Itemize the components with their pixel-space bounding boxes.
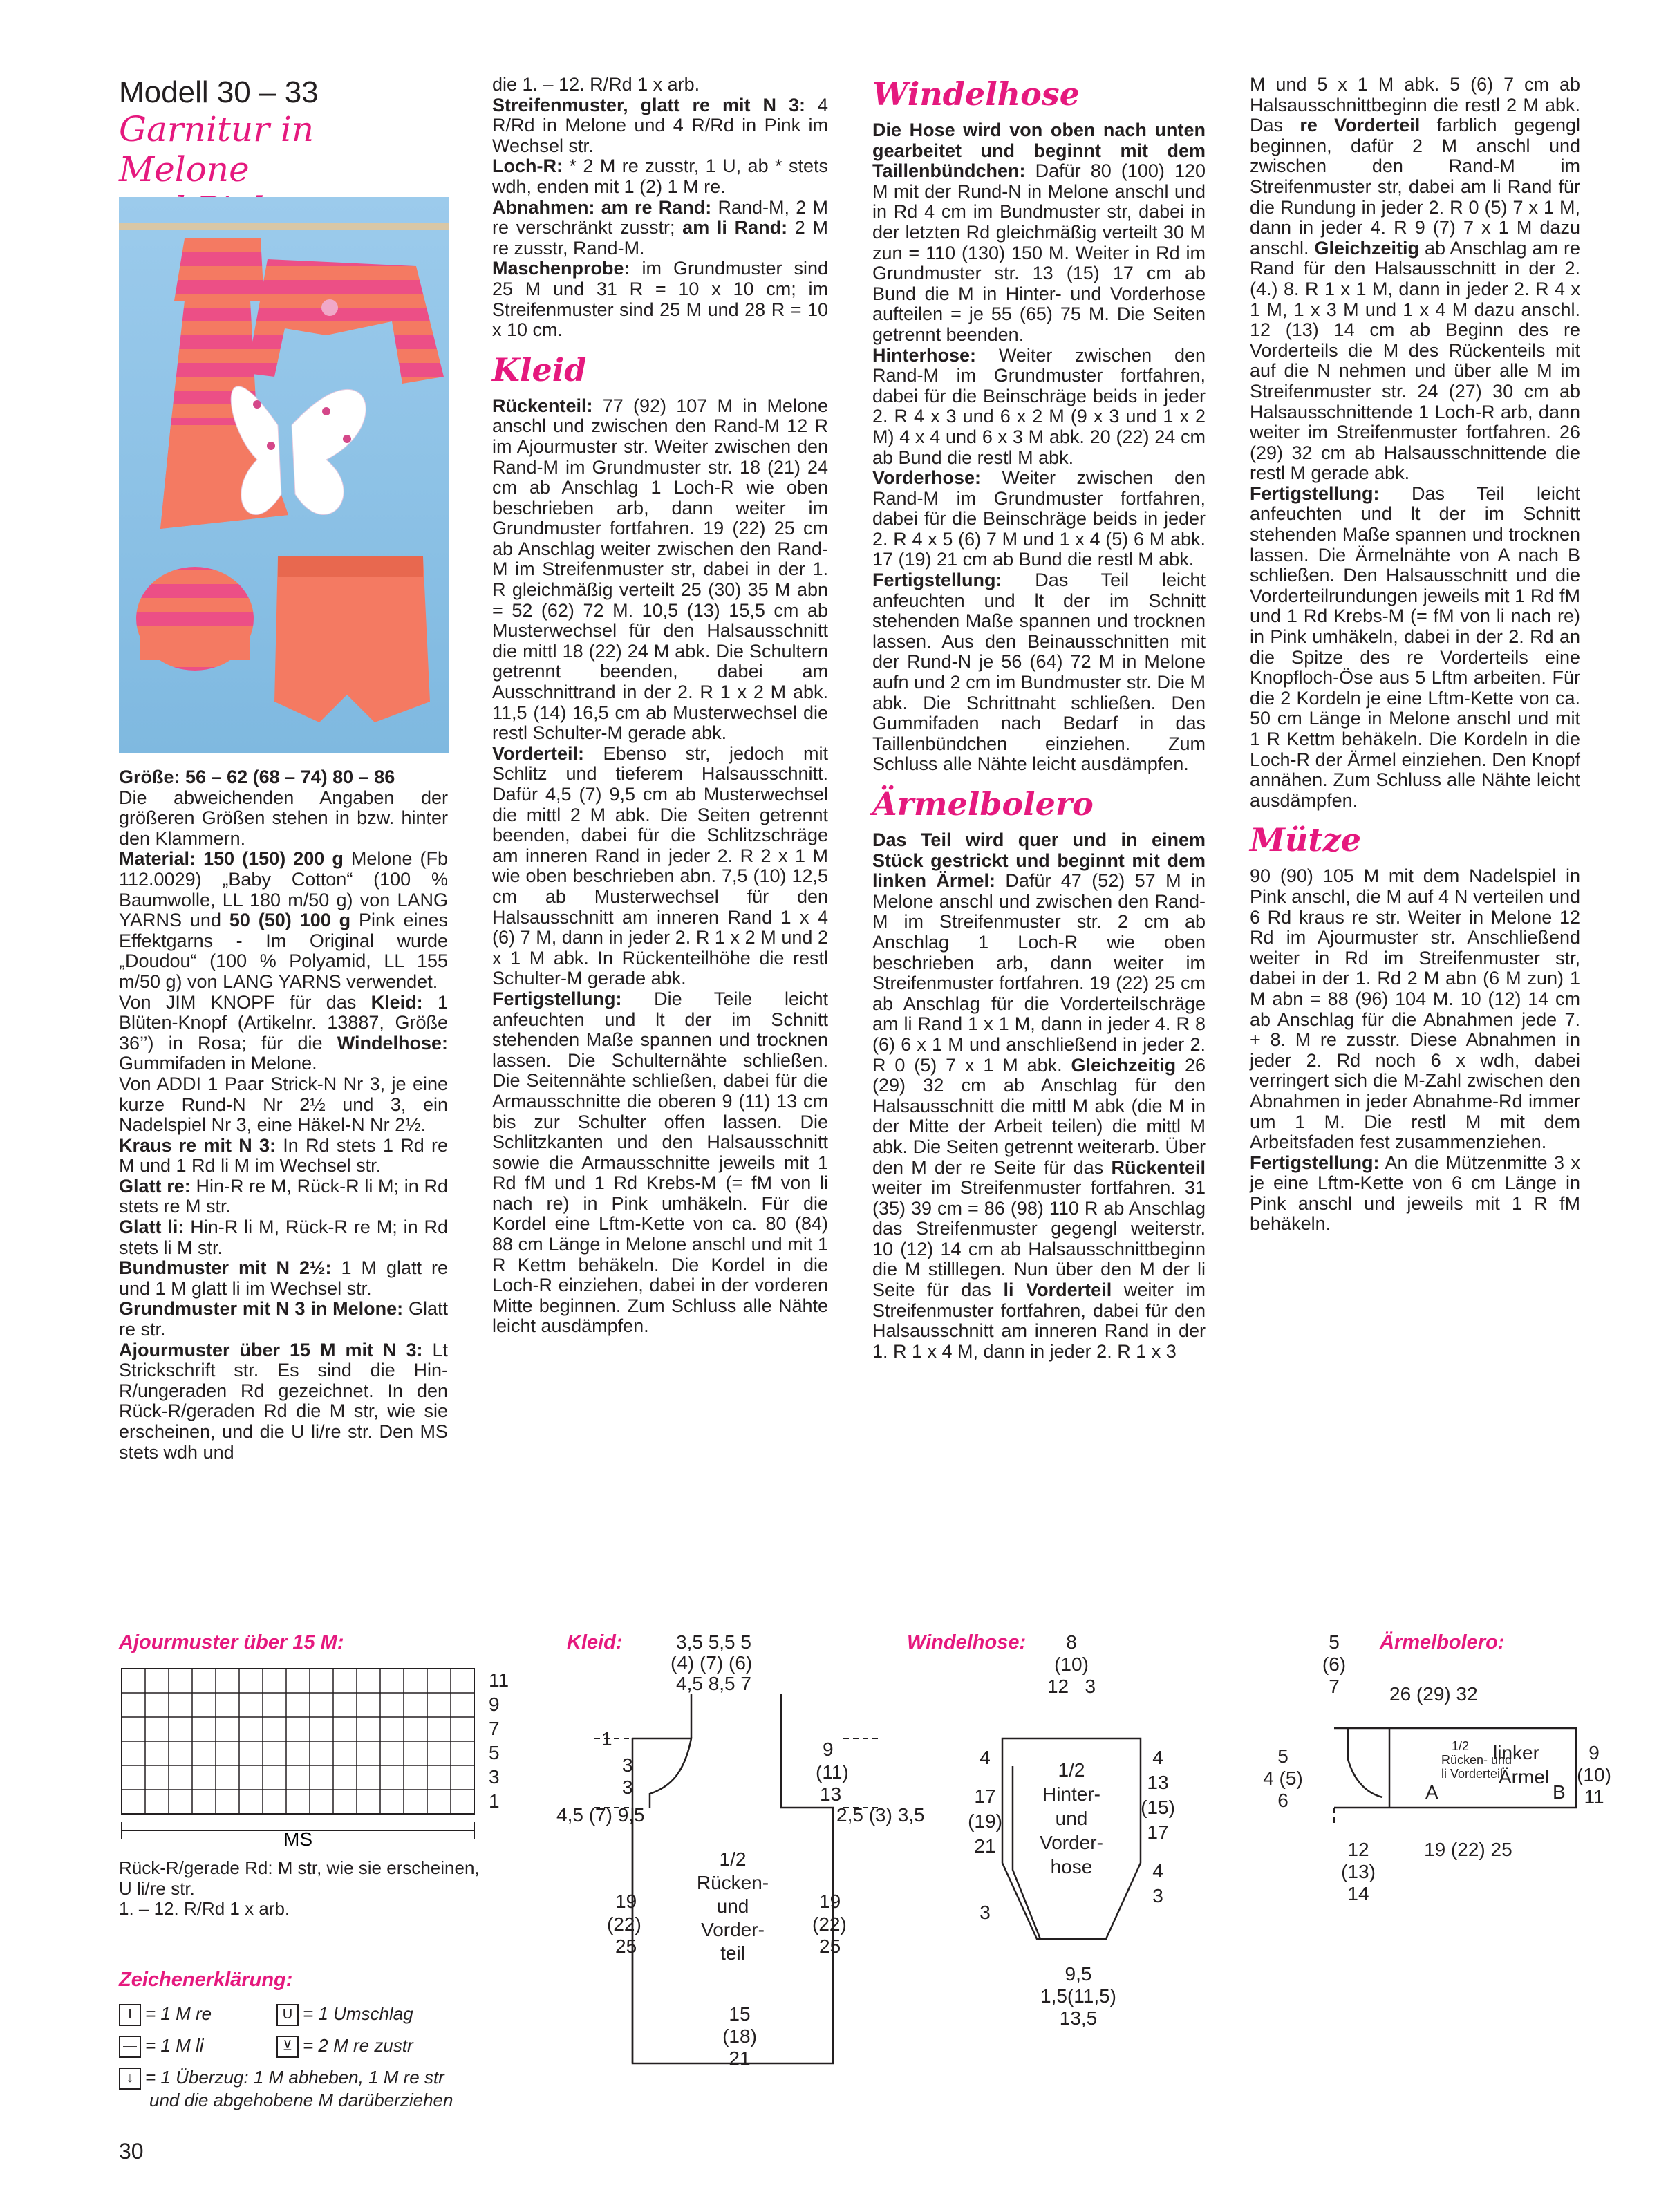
garment-photo (119, 197, 449, 753)
dim-text: 9 (823, 1738, 834, 1760)
windelhose-intro: Die Hose wird von oben nach unten gearbeitet und beginnt mit dem Taillenbündchen: Dafür 80 (100) 120 M mit der Rund-N in Melone anschl und in Rd 4 cm im Bundmuster str, dabei in der letzten Rd gleichmäßig verteilt 30 M zun = 110 (130) 150 M. Weiter in Rd im Grundmuster str. 13 (15) 17 cm ab Bund die M in Hinter- und Vorderhose aufteilen = je 55 (65) 75 M. Die Seiten getrennt beenden. (872, 120, 1206, 345)
piece-label: Rücken- (696, 1872, 769, 1893)
bolero-bottom-left-dims: 12 (13) 14 (1341, 1839, 1376, 1904)
kleid-fertig: Fertigstellung: Die Teile leicht anfeuchten und lt der im Schnitt stehenden Maße spannen und trocknen lassen. Die Schulternähte schließen. Die Seitennähte schließen, dabei für die Armausschnitte die oberen 9 (11) 13 cm bis zur Schulter offen lassen. Die Schlitzkanten und den Halsausschnitt sowie die Armausschnitte jeweils mit 1 Rd fM und 1 Rd Krebs-M (= fM von li nach re) in Pink umhäkeln. Für die Kordel eine Lftm-Kette von ca. 80 (84) 88 cm Länge in Melone anschl und mit 1 R Kettm behäkeln. Die Kordel in die Loch-R einziehen, dabei in der vorderen Mitte beginnen. Zum Schluss alle Nähte leicht ausdämpfen. (492, 988, 828, 1337)
chart-notes (119, 1858, 506, 1920)
point-label: B (1553, 1781, 1566, 1803)
dim-text: 4,5 8,5 7 (676, 1673, 751, 1694)
bundmuster-para: Bundmuster mit N 2½: 1 M glatt re und 1 M glatt li im Wechsel str. (119, 1257, 448, 1299)
kleid-vorder: Vorderteil: Ebenso str, jedoch mit Schlitz und tieferem Halsausschnitt. Dafür 4,5 (7) 9,5 cm ab Musterwechsel die mittl 2 M abk. Die Seiten getrennt beenden, dabei für die Schlitzschräge am inneren Rand in jeder 2. R 2 x 1 M wie oben beschrieben abn. 7,5 (10) 12,5 cm ab Musterwechsel für den Halsausschnitt am inneren Rand 1 x 4 (6) 7 M, dann in jeder 2. R 1 x 2 M und 2 x 1 M abk. In Rückenteilhöhe die restl Schulter-M gerade abk. (492, 742, 828, 989)
piece-label: 1/2 (719, 1848, 747, 1870)
dim-text: 3,5 5,5 5 (676, 1631, 751, 1653)
model-number: Modell 30 – 33 (119, 75, 319, 109)
bolero-left-dims: 5 4 (5) 6 (1263, 1745, 1303, 1811)
row-number: 11 (489, 1669, 509, 1691)
piece-label: Hinter- (1042, 1783, 1101, 1805)
point-label: A (1425, 1781, 1438, 1803)
dim-text: (4) (7) (6) (671, 1652, 753, 1674)
hose-bottom-dims: 9,5 1,5(11,5) 13,5 (1040, 1963, 1116, 2029)
piece-label: und (716, 1895, 749, 1917)
legend-re: I = 1 M re (119, 2003, 212, 2026)
piece-label: 1/2 (1452, 1739, 1470, 1753)
dim-text: (22) (812, 1913, 847, 1935)
ms-label: MS (283, 1828, 312, 1850)
piece-label: Rücken- und (1441, 1753, 1512, 1767)
kleid-diagram-label: Kleid: (567, 1631, 623, 1653)
needles-para: Von ADDI 1 Paar Strick-N Nr 3, je eine kurze Rund-N Nr 2½ und 3, ein Nadelspiel Nr 3, eine Häkel-N Nr 2½. (119, 1073, 448, 1136)
material-para: Material: 150 (150) 200 g Melone (Fb 112.0029) „Baby Cotton“ (100 % Baumwolle, LL 180 m/50 g) von LANG YARNS und 50 (50) 100 g Pink eines Effektgarns - Im Original wurde „Doudou“ (100 % Polyamid, LL 155 m/50 g) von LANG YARNS verwendet. (119, 848, 448, 992)
glatt-li-para: Glatt li: Hin-R li M, Rück-R re M; in Rd stets li M str. (119, 1217, 448, 1258)
bolero-continued: M und 5 x 1 M abk. 5 (6) 7 cm ab Halsausschnittbeginn die restl 2 M abk. Das re Vorderteil farblich gegengl beginnen, dafür 2 M anschl und zwischen den Rand-M im Streifenmuster str, dabei am li Rand für die Rundung in jeder 2. R 0 (5) 7 x 1 M, dann in jeder 4. R 9 (7) 7 x 1 M dazu anschl. Gleichzeitig ab Anschlag am re Rand für den Halsausschnitt in der 2. (4.) 8. R 1 x 1 M, dann in jeder 2. R 4 x 1 M, 1 x 3 M und 1 x 4 M dazu anschl. 12 (13) 14 cm ab Beginn des re Vorderteils die M des Rückenteils mit auf die N nehmen und über alle M im Streifenmuster str. 24 (27) 30 cm ab Halsausschnittende 1 Loch-R arb, dann weiter im Streifenmuster fortfahren. 26 (29) 32 cm ab Halsausschnittende die restl M gerade abk. (1250, 74, 1580, 484)
row-number: 3 (489, 1766, 500, 1788)
hat (136, 567, 254, 671)
bolero-bottom-dims: 19 (22) 25 (1424, 1839, 1512, 1860)
rows-note: die 1. – 12. R/Rd 1 x arb. (492, 74, 700, 95)
dim-text: 25 (615, 1936, 637, 1957)
column-2 (492, 75, 828, 1337)
windelhose-fertig: Fertigstellung: Das Teil leicht anfeuchten und lt der im Schnitt stehenden Maße spannen und trocknen lassen. Aus den Beinausschnitten mit der Rund-N je 56 (64) 72 M in Melone aufn und 2 cm im Bundmuster str. Die M abk. Die Schrittnaht schließen. Den Gummifaden nach Bedarf in das Taillenbündchen einziehen. Zum Schluss alle Nähte leicht ausdämpfen. (872, 570, 1206, 775)
piece-label: teil (720, 1942, 745, 1964)
streifen-para: Streifenmuster, glatt re mit N 3: 4 R/Rd in Melone und 4 R/Rd in Pink im Wechsel str. (492, 94, 828, 156)
dim-text: 3 (622, 1777, 633, 1798)
hose-right-dims: 4 13 (15) 17 4 3 (1141, 1747, 1175, 1906)
legend-title: Zeichenerklärung: (119, 1969, 293, 1991)
row-number: 1 (489, 1790, 500, 1812)
size-line: Größe: 56 – 62 (68 – 74) 80 – 86 (119, 767, 395, 787)
bolero-fertig: Fertigstellung: Das Teil leicht anfeuchten und lt der im Schnitt stehenden Maße spannen und trocknen lassen. Die Ärmelnähte von A nach B schließen. Den Halsausschnitt und die Vorderteilrundungen jeweils mit 1 Rd fM und 1 Rd Krebs-M (= fM von li nach re) in Pink umhäkeln, dabei in der 2. Rd an die Spitze des re Vorderteils eine Knopfloch-Öse aus 5 Lftm arbeiten. Für die 2 Kordeln je eine Lftm-Kette von ca. 50 cm Länge in Melone anschl und mit 1 R Kettm behäkeln. Die Kordeln in die Loch-R der Ärmel einziehen. Den Knopf annähen. Zum Schluss alle Nähte leicht ausdämpfen. (1250, 482, 1580, 811)
purl-symbol: — (119, 2036, 141, 2058)
kraus-para: Kraus re mit N 3: In Rd stets 1 Rd re M und 1 Rd li M im Wechsel str. (119, 1134, 448, 1177)
legend-li: — = 1 M li (119, 2035, 204, 2058)
maschenprobe-para: Maschenprobe: im Grundmuster sind 25 M und 31 R = 10 x 10 cm; im Streifenmuster sind 25 M und 28 R = 10 x 10 cm. (492, 258, 828, 341)
bolero-diagram-label: Ärmelbolero: (1380, 1631, 1505, 1653)
glatt-re-para: Glatt re: Hin-R re M, Rück-R li M; in Rd stets re M str. (119, 1175, 448, 1217)
lochreihe-para: Loch-R: * 2 M re zusstr, 1 U, ab * stets wdh, enden mit 1 (2) 1 M re. (492, 156, 828, 197)
piece-label: und (1055, 1808, 1088, 1829)
legend-umschlag: U = 1 Umschlag (276, 2003, 413, 2026)
row-number: 7 (489, 1718, 500, 1739)
page-number: 30 (119, 2139, 144, 2164)
chart-title: Ajourmuster über 15 M: (119, 1631, 344, 1653)
piece-label: linker (1493, 1742, 1539, 1763)
bolero-diagram (1306, 1714, 1597, 1832)
dim-text: 19 (615, 1891, 637, 1912)
muetze-text: 90 (90) 105 M mit dem Nadelspiel in Pink anschl, die M auf 4 N verteilen und 6 Rd kraus re str. Weiter in Melone 12 Rd im Ajourmuster str. Anschließend weiter in Rd im Streifenmuster str, dabei in der 1. Rd 2 M abn (6 M zun) 1 M abn = 88 (96) 104 M. 10 (12) 14 cm ab Anschlag für die Abnahmen jede 7. + 8. M re zusstr. Diese Abnahmen in jeder 2. Rd noch 6 x wdh, dabei verringert sich die M-Zahl zwischen den Abnahmen in jeder Abnahme-Rd immer um 1 M. Die restl M mit dem Arbeitsfaden fest zusammenziehen. (1250, 865, 1580, 1153)
dim-text: (11) (816, 1761, 849, 1783)
dim-text: 4,5 (7) 9,5 (556, 1804, 645, 1826)
piece-label: li Vorderteil (1441, 1767, 1503, 1781)
piece-label: Vorder- (701, 1919, 765, 1940)
kleid-bottom-dims: 15 (18) 21 (722, 2003, 757, 2069)
bolero-top-left-dims: 5 (6) 7 (1322, 1631, 1347, 1697)
row-number: 9 (489, 1694, 500, 1715)
chart-grid (122, 1669, 474, 1814)
knit-symbol: I (119, 2004, 141, 2026)
dim-text: 25 (819, 1936, 841, 1957)
yarn-over-symbol: U (276, 2004, 299, 2026)
windelhose-hinter: Hinterhose: Weiter zwischen den Rand-M im Grundmuster fortfahren, dabei für die Beinschräge beids in jeder 2. R 4 x 3 und 6 x 2 M (9 x 3 und 1 x 2 M) 4 x 4 und 6 x 3 M abk. 20 (22) 24 cm ab Bund die restl M abk. (872, 344, 1206, 468)
dim-text: 1 (601, 1728, 612, 1750)
column-3 (872, 75, 1206, 1362)
knitting-chart (119, 1666, 509, 1853)
row-number: 5 (489, 1742, 500, 1763)
muetze-fertig: Fertigstellung: An die Mützenmitte 3 x je eine Lftm-Kette von 6 cm Länge in Pink anschl und jeweils mit 1 R fM behäkeln. (1250, 1152, 1580, 1235)
size-note: Die abweichenden Angaben der größeren Größen stehen in bzw. hinter den Klammern. (119, 787, 448, 849)
dim-text: (22) (607, 1913, 641, 1935)
diaper-pants (274, 556, 430, 722)
muetze-heading: Mütze (1250, 821, 1361, 859)
abnahmen-para: Abnahmen: am re Rand: Rand-M, 2 M re verschränkt zusstr; am li Rand: 2 M re zusstr, Rand-M. (492, 196, 828, 259)
hose-diagram-label: Windelhose: (907, 1631, 1027, 1653)
hose-left-dims: 4 17 (19) 21 3 (968, 1747, 1002, 1923)
bolero-text: Das Teil wird quer und in einem Stück gestrickt und beginnt mit dem linken Ärmel: Dafür 47 (52) 57 M in Melone anschl und zwischen den Rand-M im Streifenmuster str. 2 cm ab Anschlag 1 Loch-R wie oben beschrieben arb, dann weiter im Streifenmuster fortfahren. 19 (22) 25 cm ab Anschlag für die Vorderteilschräge am li Rand 1 x 1 M, dann in jeder 4. R 8 (6) 6 x 1 M und anschließend in jeder 2. R 0 (5) 7 x 1 M abk. Gleichzeitig 26 (29) 32 cm ab Anschlag für den Halsausschnitt die mittl M abk (die M in der Mitte der Arbeit teilen) die mittl M abk. Die Seiten getrennt weiterarb. Über den M der re Seite für das Rückenteil weiter im Streifenmuster fortfahren. 31 (35) 39 cm = 86 (98) 110 R ab Anschlag das Streifenmuster gegengl weiterstr. 10 (12) 14 cm ab Halsausschnittbeginn die M stilllegen. Nun über den M der li Seite für das li Vorderteil weiter im Streifenmuster fortfahren, dabei für den Halsausschnitt am inneren Rand in der 1. R 1 x 4 M, dann in jeder 2. R 1 x 3 (872, 830, 1206, 1362)
legend-zustr: ⊻ = 2 M re zustr (276, 2035, 413, 2058)
kleid-heading: Kleid (492, 350, 587, 388)
piece-label: 1/2 (1058, 1759, 1085, 1781)
column-4 (1250, 75, 1580, 1235)
chart-note-1: Rück-R/gerade Rd: M str, wie sie erscheinen, (119, 1857, 480, 1878)
button-para: Von JIM KNOPF für das Kleid: 1 Blüten-Knopf (Artikelnr. 13887, Größe 36’’) in Rosa; für die Windelhose: Gummifaden in Melone. (119, 991, 448, 1074)
legend-ueberzug: ↓ = 1 Überzug: 1 M abheben, 1 M re str und die abgehobene M darüberziehen (119, 2067, 453, 2111)
dim-text: 2,5 (3) 3,5 (836, 1804, 925, 1826)
windelhose-vorder: Vorderhose: Weiter zwischen den Rand-M im Grundmuster fortfahren, dabei für die Beinschräge beids in jeder 2. R 4 x 5 (6) 7 M und 1 x 4 (5) 6 M abk. 17 (19) 21 cm ab Bund die restl M abk. (872, 467, 1206, 570)
piece-label: Vorder- (1040, 1832, 1103, 1853)
kleid-ruecken: Rückenteil: 77 (92) 107 M in Melone anschl und zwischen den Rand-M 12 R im Ajourmuster str. Weiter zwischen den Rand-M im Grundmuster str. 18 (21) 24 cm ab Anschlag 1 Loch-R wie oben beschrieben arb, dann weiter im Grundmuster fortfahren. 19 (22) 25 cm ab Anschlag weiter zwischen den Rand-M im Streifenmuster str, dabei in der 1. R gleichmäßig verteilt 25 (30) 35 M abn = 52 (62) 72 M. 10,5 (13) 15,5 cm ab Musterwechsel für den Halsausschnitt die mittl 18 (22) 24 M abk. Die Schultern getrennt beenden, dabei am Ausschnittrand in der 2. R 1 x 2 M abk. 11,5 (14) 16,5 cm ab Musterwechsel die restl Schulter-M gerade abk. (492, 395, 828, 744)
dim-text: 19 (819, 1891, 841, 1912)
bolero-top-dims: 26 (29) 32 (1389, 1683, 1478, 1705)
dim-text: 13 (820, 1783, 842, 1805)
slip-over-symbol: ↓ (119, 2068, 141, 2090)
hose-top-dims: 8 (10) 12 3 (1047, 1631, 1096, 1697)
bolero-heading: Ärmelbolero (872, 785, 1094, 823)
title-line-1: Garnitur in Melone (119, 109, 315, 189)
grundmuster-para: Grundmuster mit N 3 in Melone: Glatt re str. (119, 1298, 448, 1340)
chart-note-2: U li/re str. (119, 1877, 195, 1899)
column-1 (119, 767, 448, 1463)
bolero-right-dims: 9 (10) 11 (1577, 1742, 1611, 1808)
ajourmuster-para: Ajourmuster über 15 M mit N 3: Lt Strickschrift str. Es sind die Hin-R/ungeraden Rd gezeichnet. In den Rück-R/geraden Rd die M str, wie sie erscheinen, und die U li/re str. Den MS stets wdh und (119, 1339, 448, 1463)
k2tog-symbol: ⊻ (276, 2036, 299, 2058)
chart-note-3: 1. – 12. R/Rd 1 x arb. (119, 1898, 290, 1920)
piece-label: hose (1050, 1856, 1093, 1877)
piece-label: Ärmel (1499, 1766, 1550, 1788)
dim-text: 3 (622, 1754, 633, 1776)
windelhose-heading: Windelhose (872, 75, 1080, 113)
